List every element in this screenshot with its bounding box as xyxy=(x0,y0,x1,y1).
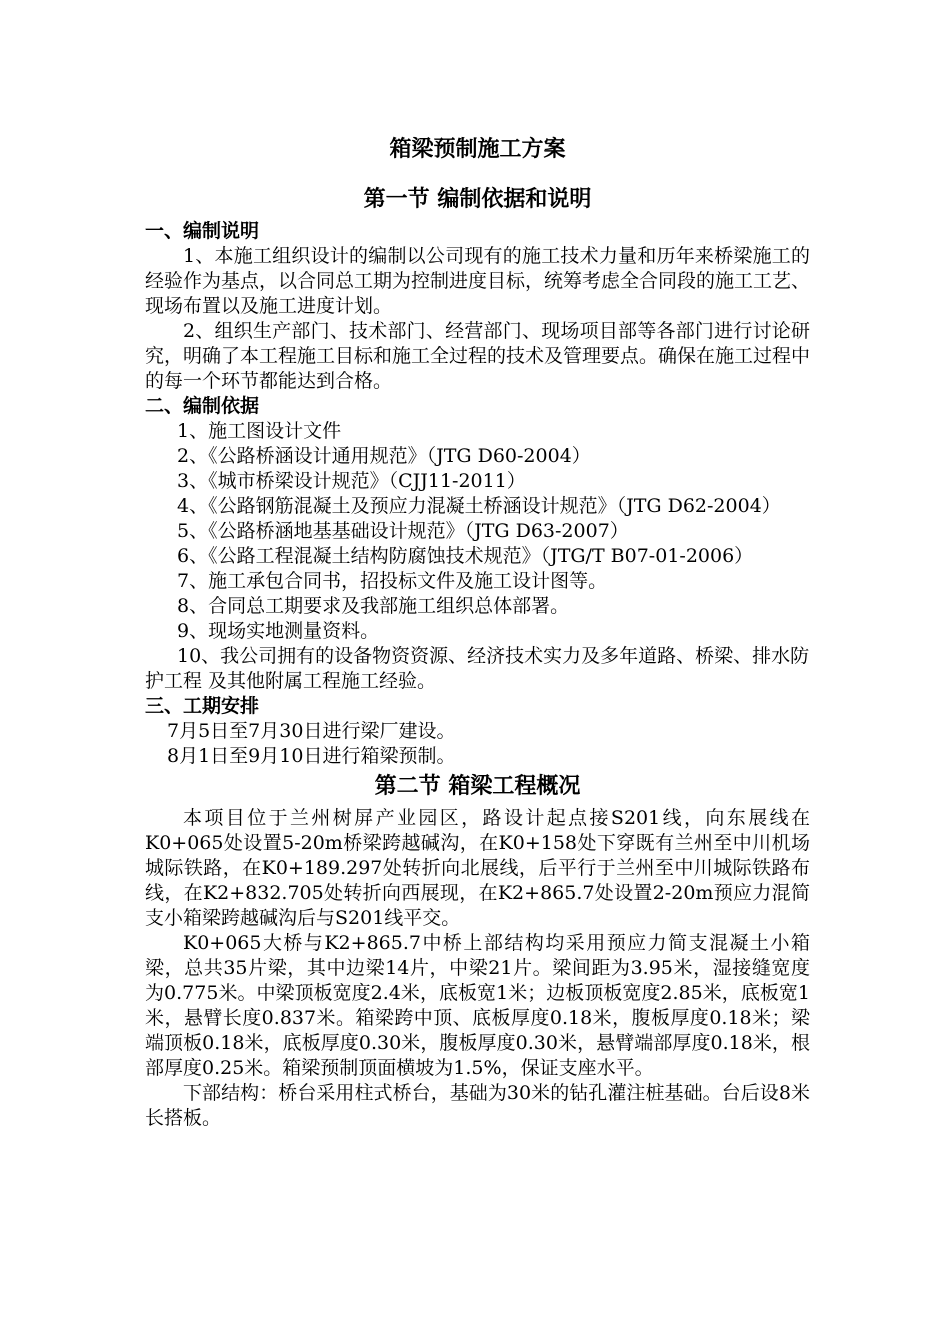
basis-item: 9、现场实地测量资料。 xyxy=(177,620,380,642)
section-2-title: 第二节 箱梁工程概况 xyxy=(374,773,581,799)
basis-item: 10、我公司拥有的设备物资资源、经济技术实力及多年道路、桥梁、排水防护工程 及其他附属工程施工经验。 xyxy=(145,645,810,692)
paragraph: K0+065大桥与K2+865.7中桥上部结构均采用预应力简支混凝土小箱梁，总共35片梁，其中边梁14片，中梁21片。梁间距为3.95米，湿接缝宽度为0.775米。中梁顶板宽度2.4米，底板宽1米；边板顶板宽度2.85米，底板宽1米，悬臂长度0.837米。箱梁跨中顶、底板厚度0.18米，腹板厚度0.18米；梁端顶板0.18米，底板厚度0.30米，腹板厚度0.30米，悬臂端部厚度0.18米，根部厚度0.25米。箱梁预制顶面横坡为1.5%，保证支座水平。 xyxy=(145,932,810,1079)
paragraph: 下部结构：桥台采用柱式桥台，基础为30米的钻孔灌注桩基础。台后设8米长搭板。 xyxy=(145,1082,810,1129)
schedule-item: 8月1日至9月10日进行箱梁预制。 xyxy=(167,745,456,767)
basis-item: 2、《公路桥涵设计通用规范》（JTG D60-2004） xyxy=(177,445,591,467)
basis-item: 4、《公路钢筋混凝土及预应力混凝土桥涵设计规范》（JTG D62-2004） xyxy=(177,495,781,517)
paragraph: 1、本施工组织设计的编制以公司现有的施工技术力量和历年来桥梁施工的经验作为基点，以合同总工期为控制进度目标，统筹考虑全合同段的施工工艺、现场布置以及施工进度计划。 xyxy=(145,245,811,317)
heading-compilation-basis: 二、编制依据 xyxy=(145,395,260,417)
paragraph: 2、组织生产部门、技术部门、经营部门、现场项目部等各部门进行讨论研究，明确了本工程施工目标和施工全过程的技术及管理要点。确保在施工过程中的每一个环节都能达到合格。 xyxy=(145,320,811,392)
document-title: 箱梁预制施工方案 xyxy=(389,136,566,162)
document-body xyxy=(145,128,810,1131)
basis-item: 1、施工图设计文件 xyxy=(177,420,342,442)
heading-compilation-notes: 一、编制说明 xyxy=(145,220,260,242)
paragraph: 本项目位于兰州树屏产业园区，路设计起点接S201线，向东展线在K0+065处设置5-20m桥梁跨越碱沟，在K0+158处下穿既有兰州至中川机场城际铁路，在K0+189.297处转折向北展线，后平行于兰州至中川城际铁路布线，在K2+832.705处转折向西展现，在K2+865.7处设置2-20m预应力混简支小箱梁跨越碱沟后与S201线平交。 xyxy=(145,807,810,929)
basis-item: 7、施工承包合同书，招投标文件及施工设计图等。 xyxy=(177,570,608,592)
heading-schedule: 三、工期安排 xyxy=(145,695,260,717)
basis-item: 6、《公路工程混凝土结构防腐蚀技术规范》（JTG/T B07-01-2006） xyxy=(177,545,754,567)
section-1-title: 第一节 编制依据和说明 xyxy=(363,186,592,212)
basis-item: 3、《城市桥梁设计规范》（CJJ11-2011） xyxy=(177,470,526,492)
basis-item: 5、《公路桥涵地基基础设计规范》（JTG D63-2007） xyxy=(177,520,629,542)
schedule-item: 7月5日至7月30日进行梁厂建设。 xyxy=(167,720,456,742)
basis-item: 8、合同总工期要求及我部施工组织总体部署。 xyxy=(177,595,570,617)
